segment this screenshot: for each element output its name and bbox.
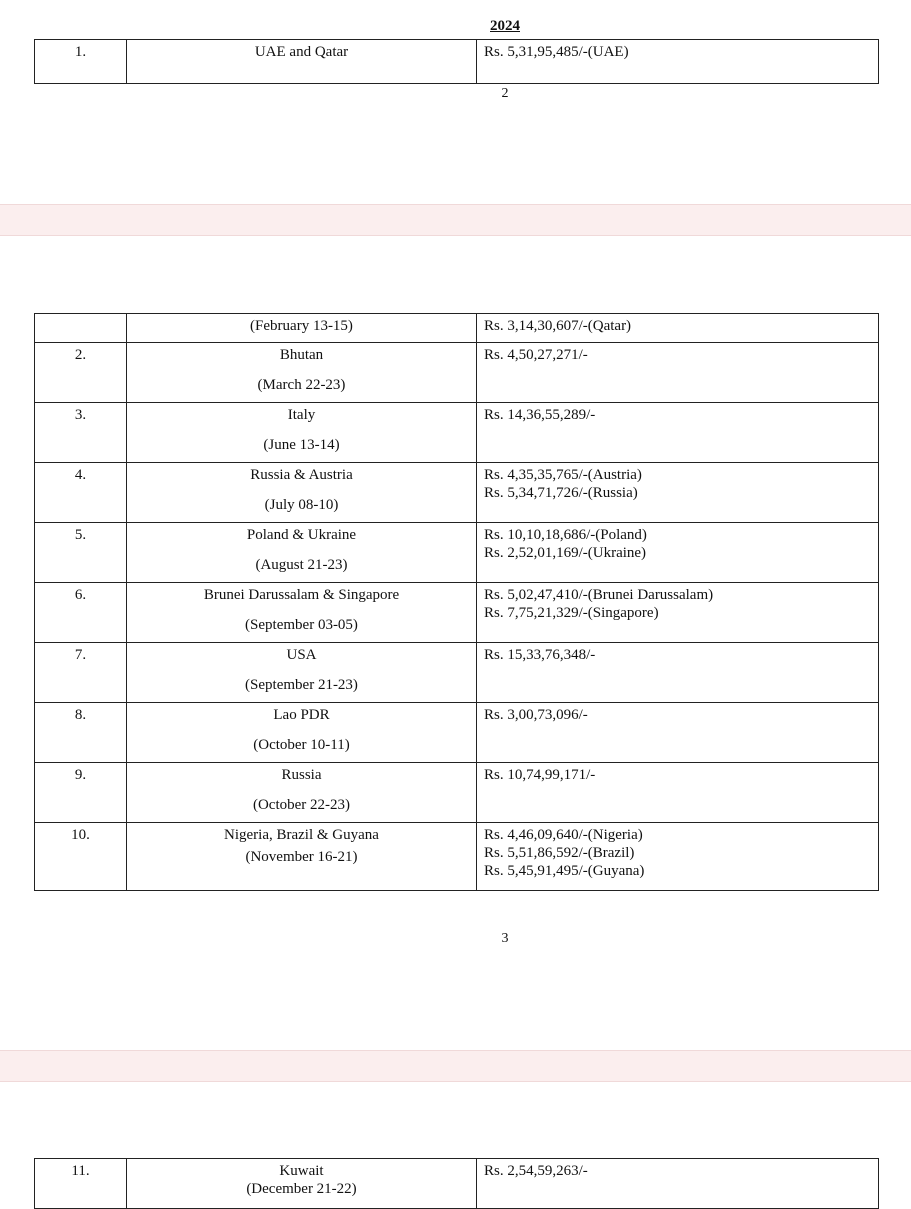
expense-cell: Rs. 4,35,35,765/-(Austria) Rs. 5,34,71,726/-(Russia) bbox=[477, 463, 879, 523]
expense-table-page-3 bbox=[34, 313, 879, 891]
table-row bbox=[35, 643, 879, 703]
page-break bbox=[0, 1050, 911, 1082]
table-row bbox=[35, 763, 879, 823]
serial-number-cell: 4. bbox=[35, 463, 127, 523]
destination-cell: (February 13-15) bbox=[127, 314, 477, 343]
serial-number-cell: 11. bbox=[35, 1159, 127, 1209]
table-row bbox=[35, 823, 879, 891]
table-row bbox=[35, 583, 879, 643]
destination-cell: Russia & Austria (July 08-10) bbox=[127, 463, 477, 523]
serial-number-cell bbox=[35, 314, 127, 343]
table-row bbox=[35, 463, 879, 523]
expense-cell: Rs. 4,50,27,271/- bbox=[477, 343, 879, 403]
destination-cell: Italy (June 13-14) bbox=[127, 403, 477, 463]
destination-cell: Bhutan (March 22-23) bbox=[127, 343, 477, 403]
serial-number-cell: 5. bbox=[35, 523, 127, 583]
page-number: 2 bbox=[501, 86, 509, 101]
serial-number-cell: 7. bbox=[35, 643, 127, 703]
expense-cell: Rs. 14,36,55,289/- bbox=[477, 403, 879, 463]
expense-cell: Rs. 2,54,59,263/- bbox=[477, 1159, 879, 1209]
page-number: 3 bbox=[501, 931, 509, 946]
table-row bbox=[35, 343, 879, 403]
destination-cell: Poland & Ukraine (August 21-23) bbox=[127, 523, 477, 583]
expense-cell: Rs. 10,74,99,171/- bbox=[477, 763, 879, 823]
page-break bbox=[0, 204, 911, 236]
expense-cell: Rs. 4,46,09,640/-(Nigeria) Rs. 5,51,86,592/-(Brazil) Rs. 5,45,91,495/-(Guyana) bbox=[477, 823, 879, 891]
table-row bbox=[35, 403, 879, 463]
table-row bbox=[35, 523, 879, 583]
serial-number-cell: 8. bbox=[35, 703, 127, 763]
table-row bbox=[35, 40, 879, 84]
serial-number-cell: 1. bbox=[35, 40, 127, 84]
destination-cell: Kuwait (December 21-22) bbox=[127, 1159, 477, 1209]
serial-number-cell: 10. bbox=[35, 823, 127, 891]
expense-table-page-2 bbox=[34, 39, 879, 84]
serial-number-cell: 9. bbox=[35, 763, 127, 823]
serial-number-cell: 2. bbox=[35, 343, 127, 403]
destination-cell: Lao PDR (October 10-11) bbox=[127, 703, 477, 763]
destination-cell: Nigeria, Brazil & Guyana (November 16-21) bbox=[127, 823, 477, 891]
expense-cell: Rs. 15,33,76,348/- bbox=[477, 643, 879, 703]
destination-cell: Brunei Darussalam & Singapore (September 03-05) bbox=[127, 583, 477, 643]
destination-cell: USA (September 21-23) bbox=[127, 643, 477, 703]
destination-cell: Russia (October 22-23) bbox=[127, 763, 477, 823]
serial-number-cell: 3. bbox=[35, 403, 127, 463]
expense-cell: Rs. 3,00,73,096/- bbox=[477, 703, 879, 763]
expense-table-page-4 bbox=[34, 1158, 879, 1209]
serial-number-cell: 6. bbox=[35, 583, 127, 643]
destination-cell: UAE and Qatar bbox=[127, 40, 477, 84]
expense-cell: Rs. 5,02,47,410/-(Brunei Darussalam) Rs. 7,75,21,329/-(Singapore) bbox=[477, 583, 879, 643]
expense-cell: Rs. 10,10,18,686/-(Poland) Rs. 2,52,01,169/-(Ukraine) bbox=[477, 523, 879, 583]
year-heading: 2024 bbox=[490, 18, 520, 34]
expense-cell: Rs. 5,31,95,485/-(UAE) bbox=[477, 40, 879, 84]
expense-cell: Rs. 3,14,30,607/-(Qatar) bbox=[477, 314, 879, 343]
table-row bbox=[35, 314, 879, 343]
table-row bbox=[35, 1159, 879, 1209]
table-row bbox=[35, 703, 879, 763]
